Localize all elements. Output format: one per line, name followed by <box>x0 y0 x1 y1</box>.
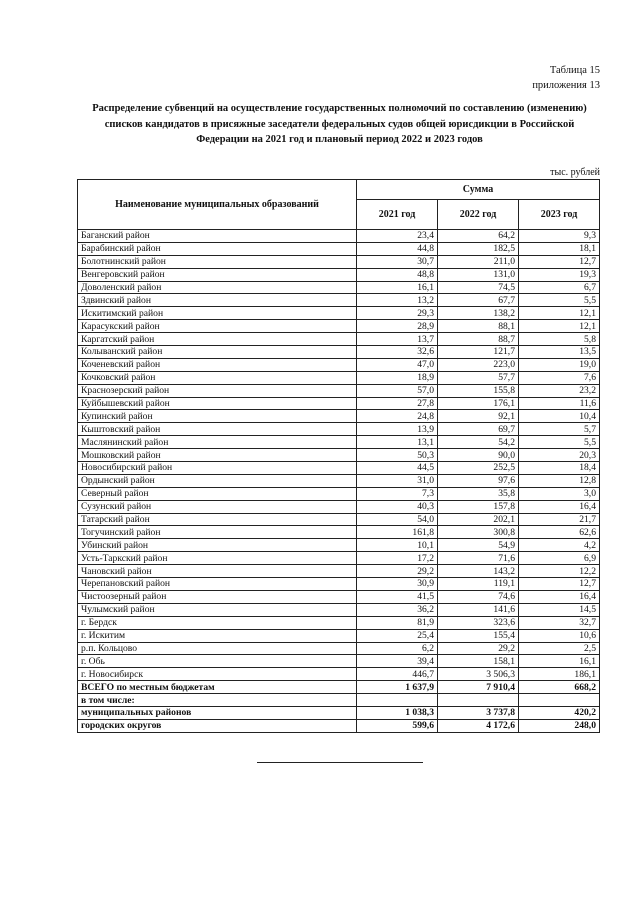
cell-2021: 10,1 <box>357 539 438 552</box>
table-row <box>78 487 600 500</box>
cell-name: Болотнинский район <box>78 255 357 268</box>
cell-name: муниципальных районов <box>78 706 357 719</box>
cell-2021: 36,2 <box>357 603 438 616</box>
table-row <box>78 436 600 449</box>
cell-2022: 143,2 <box>438 565 519 578</box>
cell-2022: 252,5 <box>438 462 519 475</box>
table-row <box>78 346 600 359</box>
cell-2022: 54,2 <box>438 436 519 449</box>
table-row <box>78 268 600 281</box>
table-row <box>78 565 600 578</box>
cell-2022: 3 506,3 <box>438 668 519 681</box>
cell-2021: 161,8 <box>357 526 438 539</box>
cell-2022: 64,2 <box>438 230 519 243</box>
cell-name: р.п. Кольцово <box>78 642 357 655</box>
cell-2022: 119,1 <box>438 578 519 591</box>
cell-2021: 13,7 <box>357 333 438 346</box>
table-row <box>78 307 600 320</box>
cell-2022: 35,8 <box>438 487 519 500</box>
table-row <box>78 616 600 629</box>
table-row <box>78 397 600 410</box>
summary-row <box>78 706 600 719</box>
cell-2022: 155,8 <box>438 384 519 397</box>
cell-2022: 88,1 <box>438 320 519 333</box>
cell-2021: 29,2 <box>357 565 438 578</box>
cell-2023: 62,6 <box>519 526 600 539</box>
table-row <box>78 513 600 526</box>
table-row <box>78 474 600 487</box>
cell-2022: 223,0 <box>438 358 519 371</box>
cell-2022: 211,0 <box>438 255 519 268</box>
cell-name: Кыштовский район <box>78 423 357 436</box>
cell-2022: 121,7 <box>438 346 519 359</box>
cell-2023: 186,1 <box>519 668 600 681</box>
cell-2023: 7,6 <box>519 371 600 384</box>
table-row <box>78 539 600 552</box>
cell-2021: 1 038,3 <box>357 706 438 719</box>
table-row <box>78 449 600 462</box>
cell-2021: 54,0 <box>357 513 438 526</box>
cell-2022: 202,1 <box>438 513 519 526</box>
cell-name: Краснозерский район <box>78 384 357 397</box>
header-sum: Сумма <box>357 180 600 200</box>
cell-2021: 13,1 <box>357 436 438 449</box>
cell-2023: 5,8 <box>519 333 600 346</box>
cell-2021: 32,6 <box>357 346 438 359</box>
table-row <box>78 410 600 423</box>
cell-2021: 30,7 <box>357 255 438 268</box>
cell-name: Колыванский район <box>78 346 357 359</box>
cell-2022: 88,7 <box>438 333 519 346</box>
cell-name: Доволенский район <box>78 281 357 294</box>
cell-name: Чановский район <box>78 565 357 578</box>
table-row <box>78 384 600 397</box>
table-row <box>78 629 600 642</box>
cell-2022: 155,4 <box>438 629 519 642</box>
cell-2023: 248,0 <box>519 719 600 732</box>
summary-row <box>78 694 600 707</box>
cell-2023: 19,3 <box>519 268 600 281</box>
table-row <box>78 590 600 603</box>
cell-name: Кочковский район <box>78 371 357 384</box>
cell-name: Мошковский район <box>78 449 357 462</box>
table-row <box>78 500 600 513</box>
appendix-number: приложения 13 <box>532 80 600 91</box>
cell-2023: 5,7 <box>519 423 600 436</box>
cell-name: Барабинский район <box>78 242 357 255</box>
cell-name: в том числе: <box>78 694 357 707</box>
cell-2023: 16,4 <box>519 500 600 513</box>
summary-row <box>78 681 600 694</box>
table-row <box>78 668 600 681</box>
cell-2021: 17,2 <box>357 552 438 565</box>
cell-2023: 6,9 <box>519 552 600 565</box>
cell-2023: 11,6 <box>519 397 600 410</box>
cell-2021: 599,6 <box>357 719 438 732</box>
cell-2023: 19,0 <box>519 358 600 371</box>
cell-2023: 12,7 <box>519 255 600 268</box>
cell-2021: 31,0 <box>357 474 438 487</box>
header-2021: 2021 год <box>357 200 438 230</box>
table-row <box>78 358 600 371</box>
cell-name: г. Обь <box>78 655 357 668</box>
cell-2022: 74,5 <box>438 281 519 294</box>
cell-2022: 29,2 <box>438 642 519 655</box>
cell-name: Искитимский район <box>78 307 357 320</box>
document-title: Распределение субвенций на осуществление государственных полномочий по составлению (изменению) списков кандидатов в присяжные заседатели федеральных судов общей юрисдикции в Российской Федерации на 2021 год и плановый период 2022 и 2023 годов <box>92 103 587 145</box>
summary-row <box>78 719 600 732</box>
cell-2021: 39,4 <box>357 655 438 668</box>
cell-2021: 7,3 <box>357 487 438 500</box>
cell-2022: 323,6 <box>438 616 519 629</box>
table-row <box>78 462 600 475</box>
cell-2021: 24,8 <box>357 410 438 423</box>
cell-2023: 13,5 <box>519 346 600 359</box>
cell-2023: 3,0 <box>519 487 600 500</box>
cell-2023: 12,8 <box>519 474 600 487</box>
cell-2022: 158,1 <box>438 655 519 668</box>
cell-2022: 131,0 <box>438 268 519 281</box>
table-row <box>78 294 600 307</box>
cell-2021: 25,4 <box>357 629 438 642</box>
table-number: Таблица 15 <box>549 65 600 76</box>
cell-2023: 668,2 <box>519 681 600 694</box>
cell-name: Чулымский район <box>78 603 357 616</box>
table-row <box>78 255 600 268</box>
cell-name: г. Новосибирск <box>78 668 357 681</box>
table-row <box>78 333 600 346</box>
header-2022: 2022 год <box>438 200 519 230</box>
cell-2021: 81,9 <box>357 616 438 629</box>
header-name: Наименование муниципальных образований <box>78 180 357 230</box>
cell-name: Баганский район <box>78 230 357 243</box>
cell-2023: 2,5 <box>519 642 600 655</box>
cell-2021: 40,3 <box>357 500 438 513</box>
cell-name: Маслянинский район <box>78 436 357 449</box>
cell-2021: 16,1 <box>357 281 438 294</box>
cell-name: г. Бердск <box>78 616 357 629</box>
cell-name: Ордынский район <box>78 474 357 487</box>
cell-2022: 300,8 <box>438 526 519 539</box>
cell-2023: 5,5 <box>519 294 600 307</box>
cell-name: Венгеровский район <box>78 268 357 281</box>
cell-2023: 20,3 <box>519 449 600 462</box>
cell-2022: 141,6 <box>438 603 519 616</box>
cell-2023: 10,6 <box>519 629 600 642</box>
cell-2021: 57,0 <box>357 384 438 397</box>
cell-name: Новосибирский район <box>78 462 357 475</box>
cell-name: Каргатский район <box>78 333 357 346</box>
cell-2021: 6,2 <box>357 642 438 655</box>
table-row <box>78 371 600 384</box>
cell-2022 <box>438 694 519 707</box>
cell-name: Карасукский район <box>78 320 357 333</box>
cell-2023: 21,7 <box>519 513 600 526</box>
table-row <box>78 603 600 616</box>
unit-label: тыс. рублей <box>550 167 600 178</box>
cell-2022: 176,1 <box>438 397 519 410</box>
cell-name: ВСЕГО по местным бюджетам <box>78 681 357 694</box>
cell-2022: 69,7 <box>438 423 519 436</box>
cell-name: Чистоозерный район <box>78 590 357 603</box>
cell-2022: 7 910,4 <box>438 681 519 694</box>
cell-2023: 4,2 <box>519 539 600 552</box>
table-row <box>78 578 600 591</box>
cell-2021: 29,3 <box>357 307 438 320</box>
cell-2023: 14,5 <box>519 603 600 616</box>
table-body <box>78 230 600 733</box>
cell-2023: 32,7 <box>519 616 600 629</box>
cell-name: Северный район <box>78 487 357 500</box>
cell-2022: 3 737,8 <box>438 706 519 719</box>
table-row <box>78 230 600 243</box>
cell-2021: 23,4 <box>357 230 438 243</box>
cell-2023: 12,1 <box>519 320 600 333</box>
cell-name: городских округов <box>78 719 357 732</box>
table-row <box>78 242 600 255</box>
cell-2022: 97,6 <box>438 474 519 487</box>
cell-2021: 1 637,9 <box>357 681 438 694</box>
subsidy-table <box>77 179 600 733</box>
cell-2021: 446,7 <box>357 668 438 681</box>
cell-2023: 12,7 <box>519 578 600 591</box>
table-row <box>78 320 600 333</box>
cell-2022: 90,0 <box>438 449 519 462</box>
cell-2022: 54,9 <box>438 539 519 552</box>
cell-2021: 18,9 <box>357 371 438 384</box>
cell-2021: 28,9 <box>357 320 438 333</box>
cell-2023: 16,1 <box>519 655 600 668</box>
cell-2022: 57,7 <box>438 371 519 384</box>
cell-name: г. Искитим <box>78 629 357 642</box>
cell-name: Сузунский район <box>78 500 357 513</box>
cell-2022: 67,7 <box>438 294 519 307</box>
cell-2021: 13,2 <box>357 294 438 307</box>
table-reference <box>532 63 600 93</box>
table-row <box>78 423 600 436</box>
table-row <box>78 552 600 565</box>
cell-2023: 9,3 <box>519 230 600 243</box>
cell-2022: 157,8 <box>438 500 519 513</box>
cell-name: Здвинский район <box>78 294 357 307</box>
cell-2023: 18,1 <box>519 242 600 255</box>
cell-2021: 13,9 <box>357 423 438 436</box>
cell-name: Куйбышевский район <box>78 397 357 410</box>
cell-2022: 92,1 <box>438 410 519 423</box>
cell-2023: 420,2 <box>519 706 600 719</box>
cell-2023: 16,4 <box>519 590 600 603</box>
end-rule <box>257 762 423 763</box>
cell-2021: 30,9 <box>357 578 438 591</box>
cell-2023: 10,4 <box>519 410 600 423</box>
cell-2021: 44,5 <box>357 462 438 475</box>
table-row <box>78 642 600 655</box>
header-2023: 2023 год <box>519 200 600 230</box>
cell-2022: 74,6 <box>438 590 519 603</box>
cell-2022: 71,6 <box>438 552 519 565</box>
cell-name: Усть-Таркский район <box>78 552 357 565</box>
cell-2021: 44,8 <box>357 242 438 255</box>
cell-name: Черепановский район <box>78 578 357 591</box>
cell-2022: 138,2 <box>438 307 519 320</box>
cell-2023 <box>519 694 600 707</box>
cell-2021: 48,8 <box>357 268 438 281</box>
cell-2021: 41,5 <box>357 590 438 603</box>
cell-name: Убинский район <box>78 539 357 552</box>
cell-name: Купинский район <box>78 410 357 423</box>
cell-2021: 27,8 <box>357 397 438 410</box>
cell-name: Коченевский район <box>78 358 357 371</box>
cell-2021 <box>357 694 438 707</box>
cell-2021: 47,0 <box>357 358 438 371</box>
cell-2023: 12,2 <box>519 565 600 578</box>
cell-2023: 18,4 <box>519 462 600 475</box>
cell-2022: 182,5 <box>438 242 519 255</box>
cell-2023: 12,1 <box>519 307 600 320</box>
cell-2022: 4 172,6 <box>438 719 519 732</box>
cell-name: Татарский район <box>78 513 357 526</box>
cell-2023: 5,5 <box>519 436 600 449</box>
table-row <box>78 655 600 668</box>
cell-name: Тогучинский район <box>78 526 357 539</box>
table-row <box>78 281 600 294</box>
cell-2023: 6,7 <box>519 281 600 294</box>
cell-2023: 23,2 <box>519 384 600 397</box>
cell-2021: 50,3 <box>357 449 438 462</box>
table-row <box>78 526 600 539</box>
